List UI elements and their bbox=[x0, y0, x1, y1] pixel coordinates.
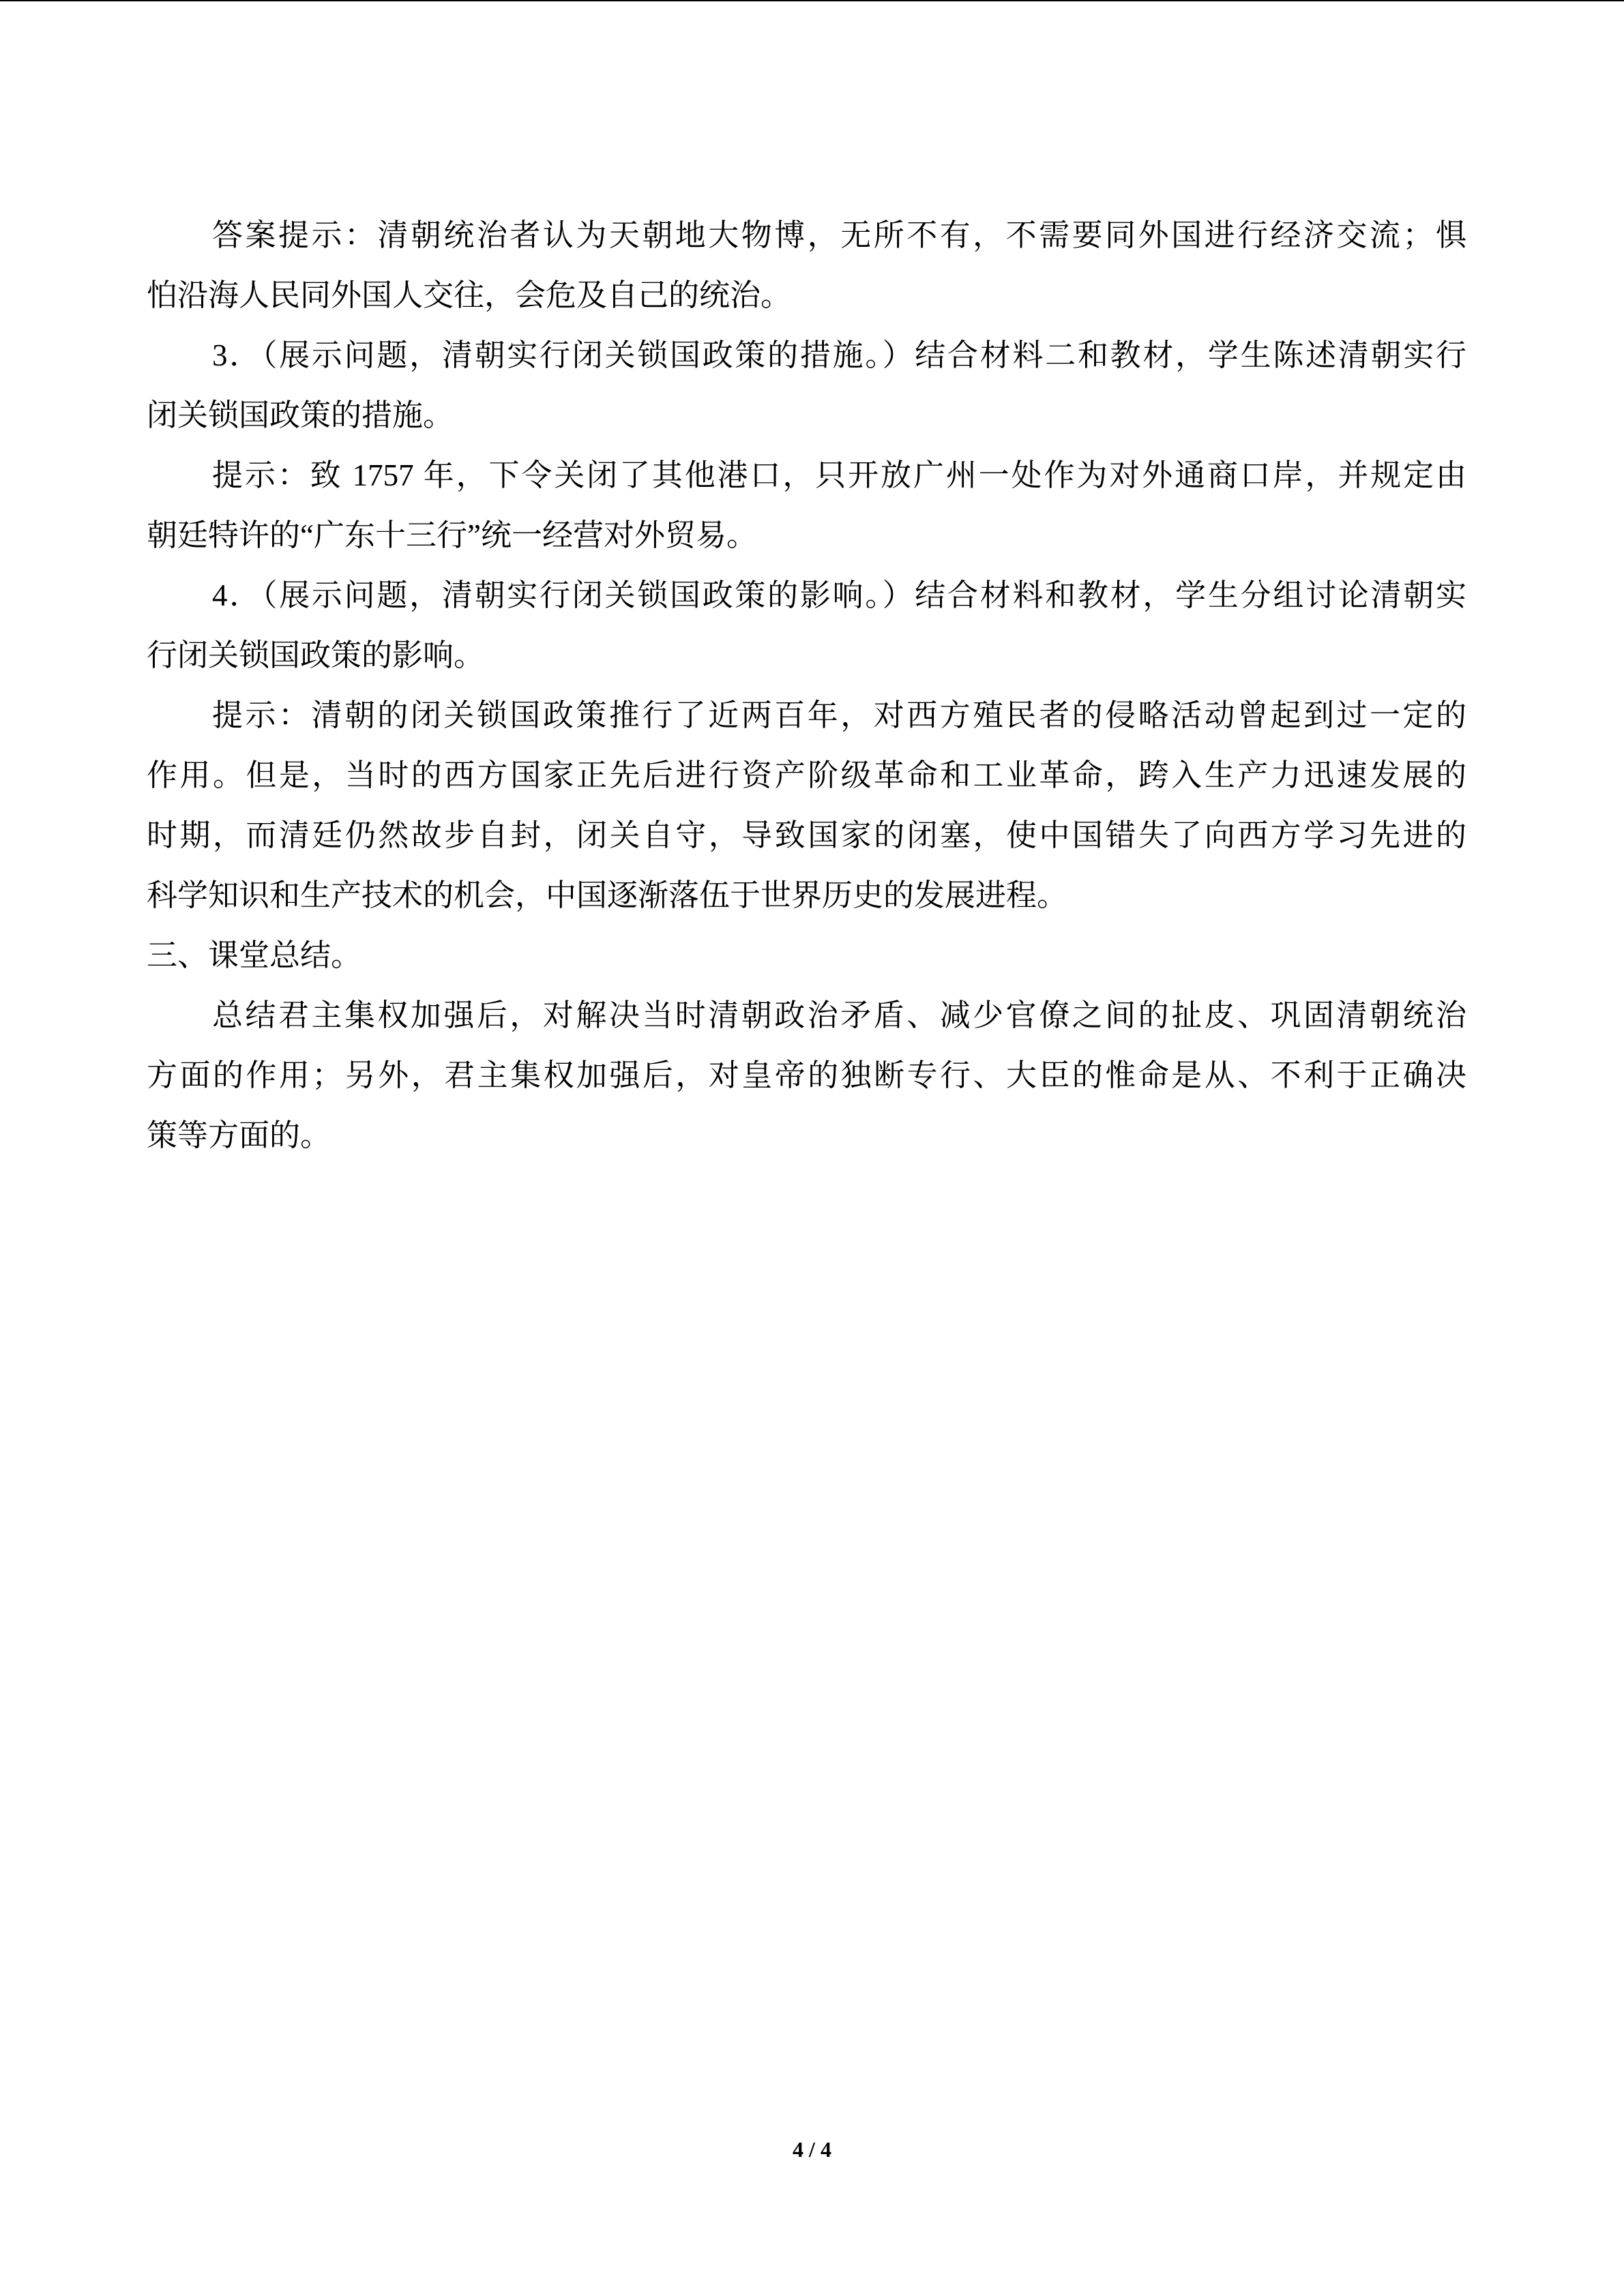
text-line: 朝廷特许的“广东十三行”统一经营对外贸易。 bbox=[147, 518, 757, 552]
section-heading: 三、课堂总结。 bbox=[147, 938, 362, 972]
paragraph-answer-hint bbox=[147, 205, 1466, 325]
section-heading-summary bbox=[147, 925, 1466, 985]
text-line: 提示：致 1757 年，下令关闭了其他港口，只开放广州一处作为对外通商口岸，并规定由 bbox=[212, 458, 1466, 492]
text-line: 闭关锁国政策的措施。 bbox=[147, 398, 454, 432]
text-line: 3．（展示问题，清朝实行闭关锁国政策的措施。）结合材料二和教材，学生陈述清朝实行 bbox=[212, 338, 1466, 372]
text-line: 提示：清朝的闭关锁国政策推行了近两百年，对西方殖民者的侵略活动曾起到过一定的 bbox=[212, 698, 1466, 732]
text-line: 总结君主集权加强后，对解决当时清朝政治矛盾、减少官僚之间的扯皮、巩固清朝统治 bbox=[212, 998, 1466, 1032]
paragraph-summary bbox=[147, 985, 1466, 1165]
text-line: 行闭关锁国政策的影响。 bbox=[147, 638, 485, 672]
text-line: 方面的作用；另外，君主集权加强后，对皇帝的独断专行、大臣的惟命是从、不利于正确决 bbox=[147, 1058, 1466, 1092]
text-line: 答案提示：清朝统治者认为天朝地大物博，无所不有，不需要同外国进行经济交流；惧 bbox=[212, 218, 1466, 252]
text-line: 4．（展示问题，清朝实行闭关锁国政策的影响。）结合材料和教材，学生分组讨论清朝实 bbox=[212, 578, 1466, 612]
text-line: 策等方面的。 bbox=[147, 1118, 331, 1152]
text-line: 作用。但是，当时的西方国家正先后进行资产阶级革命和工业革命，跨入生产力迅速发展的 bbox=[147, 758, 1466, 792]
page-number: 4 / 4 bbox=[793, 2137, 831, 2162]
paragraph-hint-3 bbox=[147, 445, 1466, 565]
text-line: 科学知识和生产技术的机会，中国逐渐落伍于世界历史的发展进程。 bbox=[147, 878, 1068, 912]
paragraph-question-4 bbox=[147, 565, 1466, 685]
text-line: 怕沿海人民同外国人交往，会危及自己的统治。 bbox=[147, 278, 792, 312]
paragraph-hint-4 bbox=[147, 685, 1466, 925]
paragraph-question-3 bbox=[147, 325, 1466, 445]
text-line: 时期，而清廷仍然故步自封，闭关自守，导致国家的闭塞，使中国错失了向西方学习先进的 bbox=[147, 818, 1466, 852]
document-body bbox=[147, 205, 1466, 1165]
